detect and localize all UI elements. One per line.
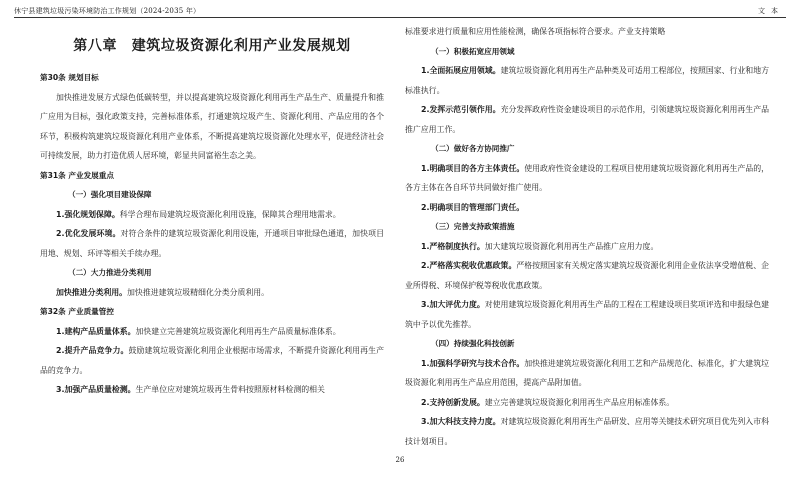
paragraph bbox=[40, 341, 384, 380]
paragraph-lead: 2.提升产品竞争力。 bbox=[56, 346, 129, 355]
paragraph-lead: 加快推进分类利用。 bbox=[56, 287, 128, 297]
paragraph-lead: 1.建构产品质量体系。 bbox=[56, 326, 136, 336]
section-title: （三）完善支持政策措施 bbox=[431, 222, 515, 231]
paragraph-lead: 1.强化规划保障。 bbox=[56, 209, 120, 219]
paragraph-text: 加快推进建筑垃圾精细化分类分质利用。 bbox=[127, 287, 270, 297]
section-title: （一）积极拓宽应用领域 bbox=[431, 46, 515, 56]
paragraph-text: 充分发挥政府性资金建设项目的示范作用，引领建筑垃圾资源化利用再生产品推广应用工作。 bbox=[405, 105, 769, 134]
paragraph-lead: 2.支持创新发展。 bbox=[421, 397, 485, 407]
paragraph-text: 加快建立完善建筑垃圾资源化利用再生产品质量标准体系。 bbox=[135, 326, 341, 336]
paragraph-text: 鼓励建筑垃圾资源化利用企业根据市场需求，不断提升资源化利用再生产品的竞争力。 bbox=[40, 346, 384, 375]
article-30-body: 加快推进发展方式绿色低碳转型，并以提高建筑垃圾资源化利用再生产品生产、质量提升和推广应用为目标，强化政策支持，完善标准体系，打通建筑垃圾产生、资源化利用、产品应用的各个环节，积极构筑建筑垃圾资源化利用产业体系，不断提高建筑垃圾资源化处理水平，促进经济社会可持续发展，助力打造优质人居环境，彰显共同富裕生态之美。 bbox=[40, 92, 384, 160]
paragraph bbox=[40, 205, 384, 225]
paragraph bbox=[40, 283, 384, 303]
paragraph-text: 建筑垃圾资源化利用再生产品种类及可适用工程部位，按照国家、行业和地方标准执行。 bbox=[405, 66, 769, 95]
paragraph-text: 科学合理布局建筑垃圾资源化利用设施，保障其合理用地需求。 bbox=[119, 209, 341, 219]
paragraph-lead: 3.加大科技支持力度。 bbox=[421, 417, 501, 426]
paragraph-text: 对符合条件的建筑垃圾资源化利用设施，开通项目审批绿色通道，加快项目用地、规划、环评等相关手续办理。 bbox=[40, 229, 384, 258]
page-number: 26 bbox=[395, 456, 405, 464]
paragraph-text: 加大建筑垃圾资源化利用再生产品推广应用力度。 bbox=[484, 241, 659, 251]
continued-paragraph: 标准要求进行质量和应用性能检测，确保各项指标符合要求。产业支持策略 bbox=[405, 27, 666, 36]
paragraph bbox=[405, 100, 769, 139]
paragraph-text: 对建筑垃圾资源化利用再生产品研发、应用等关键技术研究项目优先列入市科技计划项目。 bbox=[405, 417, 769, 446]
paragraph-lead: 2.发挥示范引领作用。 bbox=[421, 105, 501, 114]
paragraph-lead: 2.明确项目的管理部门责任。 bbox=[421, 202, 525, 212]
paragraph-lead: 3.加大评优力度。 bbox=[421, 300, 485, 309]
section-title: （一）强化项目建设保障 bbox=[68, 190, 152, 199]
article-30-title: 第30条 规划目标 bbox=[40, 73, 99, 82]
header-rule bbox=[14, 17, 786, 18]
right-column bbox=[405, 22, 769, 451]
paragraph bbox=[405, 354, 769, 393]
left-column bbox=[40, 22, 384, 400]
paragraph bbox=[405, 61, 769, 100]
paragraph-lead: 1.加强科学研究与技术合作。 bbox=[421, 358, 525, 368]
paragraph bbox=[405, 198, 769, 218]
paragraph-lead: 2.优化发展环境。 bbox=[56, 229, 121, 238]
paragraph-text: 对使用建筑垃圾资源化利用再生产品的工程在工程建设项目奖项评选和申报绿色建筑中予以优先推荐。 bbox=[405, 300, 769, 329]
paragraph bbox=[405, 295, 769, 334]
paragraph-text: 使用政府性资金建设的工程项目使用建筑垃圾资源化利用再生产品的，各方主体在各自环节共同做好推广使用。 bbox=[405, 163, 769, 192]
paragraph-lead: 1.明确项目的各方主体责任。 bbox=[421, 163, 525, 173]
header-section-label: 文本 bbox=[758, 7, 784, 15]
paragraph bbox=[405, 159, 769, 198]
paragraph-lead: 3.加强产品质量检测。 bbox=[56, 385, 136, 394]
paragraph-text: 加快推进建筑垃圾资源化利用工艺和产品规范化、标准化，扩大建筑垃圾资源化利用再生产品应用范围，提高产品附加值。 bbox=[405, 358, 769, 387]
page-header bbox=[14, 2, 786, 18]
paragraph-text: 严格按照国家有关规定落实建筑垃圾资源化利用企业依法享受增值税、企业所得税、环境保护税等税收优惠政策。 bbox=[405, 261, 769, 290]
paragraph bbox=[405, 412, 769, 451]
section-title: （二）大力推进分类利用 bbox=[68, 268, 152, 277]
paragraph bbox=[405, 393, 769, 413]
section-title: （二）做好各方协同推广 bbox=[431, 144, 515, 153]
paragraph bbox=[405, 256, 769, 295]
paragraph bbox=[40, 224, 384, 263]
article-32-title: 第32条 产业质量管控 bbox=[40, 307, 114, 316]
paragraph-lead: 1.全面拓展应用领域。 bbox=[421, 66, 501, 75]
paragraph-lead: 2.严格落实税收优惠政策。 bbox=[421, 261, 517, 270]
paragraph bbox=[40, 322, 384, 342]
paragraph-lead: 1.严格制度执行。 bbox=[421, 241, 485, 251]
article-31-title: 第31条 产业发展重点 bbox=[40, 170, 114, 180]
paragraph bbox=[405, 237, 769, 257]
header-document-title: 休宁县建筑垃圾污染环境防治工作规划（2024-2035 年） bbox=[14, 7, 201, 15]
paragraph-text: 建立完善建筑垃圾资源化利用再生产品应用标准体系。 bbox=[484, 397, 675, 407]
paragraph bbox=[40, 380, 384, 400]
section-title: （四）持续强化科技创新 bbox=[431, 339, 515, 348]
chapter-title: 第八章 建筑垃圾资源化利用产业发展规划 bbox=[73, 38, 351, 54]
paragraph-text: 生产单位应对建筑垃圾再生骨料按照原材料检测的相关 bbox=[135, 385, 325, 394]
